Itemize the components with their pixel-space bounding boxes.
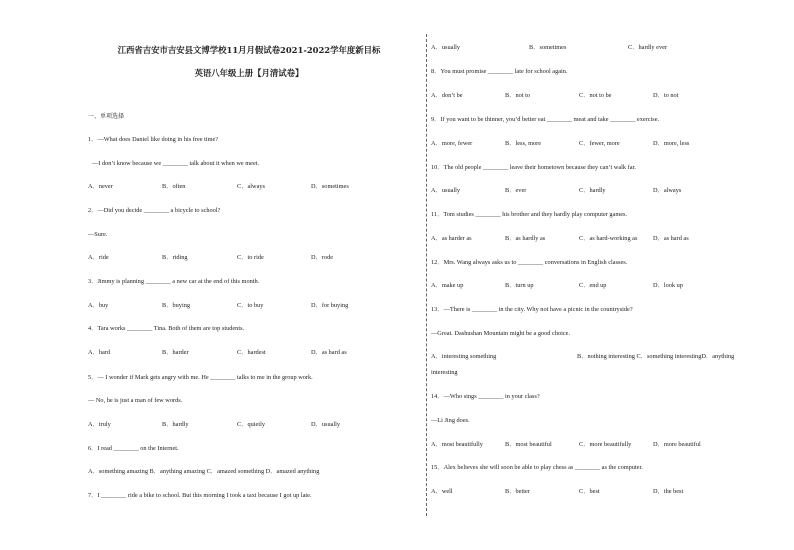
q15-stem: 15．Alex believes she will soon be able to play chess as ________ as the computer. xyxy=(431,464,643,471)
q2-option-a[interactable]: A．ride xyxy=(88,254,109,261)
q9-option-c[interactable]: C．fewer, more xyxy=(579,140,620,147)
q12-option-a[interactable]: A．make up xyxy=(431,282,464,289)
q5-option-c[interactable]: C．quietly xyxy=(237,421,265,428)
q3-option-c[interactable]: C．to buy xyxy=(237,302,264,309)
q12-stem: 12．Mrs. Wang always asks us to ________ conversations in English classes. xyxy=(431,259,628,266)
q11-option-c[interactable]: C．as hard-working as xyxy=(579,235,638,242)
q3-stem: 3．Jimmy is planning ________ a new car at the end of this month. xyxy=(88,278,260,285)
q14-dialog: —Li Jing does. xyxy=(431,417,470,424)
q10-option-a[interactable]: A．usually xyxy=(431,187,461,194)
q10-option-b[interactable]: B．ever xyxy=(505,187,527,194)
q8-option-b[interactable]: B．not to xyxy=(505,92,531,99)
q8-option-d[interactable]: D．to not xyxy=(653,92,679,99)
q9-option-d[interactable]: D．more, less xyxy=(653,140,690,147)
q14-option-c[interactable]: C．more beautifully xyxy=(579,441,632,448)
q10-stem: 10．The old people ________ leave their hometown because they can’t walk far. xyxy=(431,164,636,171)
q11-option-d[interactable]: D．as hard as xyxy=(653,235,689,242)
q11-option-b[interactable]: B．as hardly as xyxy=(505,235,546,242)
q5-stem: 5．— I wonder if Mark gets angry with me. He ________ talks to me in the group work. xyxy=(88,374,313,381)
exam-title-line1: 江西省吉安市吉安县文博学校11月月假试卷2021-2022学年度新目标 xyxy=(117,45,381,55)
q9-option-b[interactable]: B．less, more xyxy=(505,140,542,147)
q6-stem: 6．I read ________ on the Internet. xyxy=(88,445,179,452)
q3-option-d[interactable]: D．for buying xyxy=(311,302,349,309)
q1-option-d[interactable]: D．sometimes xyxy=(311,183,349,190)
q15-option-c[interactable]: C．best xyxy=(579,488,600,495)
q4-option-d[interactable]: D．as hard as xyxy=(311,349,347,356)
q11-stem: 11．Tom studies ________ his brother and they hardly play computer games. xyxy=(431,211,628,218)
q2-stem: 2．—Did you decide ________ a bicycle to school? xyxy=(88,207,221,214)
q7-option-a[interactable]: A．usually xyxy=(431,44,461,51)
q13-option-wrap: interesting xyxy=(431,369,458,376)
q7-option-c[interactable]: C．hardly ever xyxy=(628,44,667,51)
q14-option-a[interactable]: A．most beautifully xyxy=(431,441,483,448)
q3-option-a[interactable]: A．buy xyxy=(88,302,109,309)
q5-option-d[interactable]: D．usually xyxy=(311,421,341,428)
q2-dialog: —Sure. xyxy=(88,231,108,238)
q2-option-b[interactable]: B．riding xyxy=(162,254,188,261)
q13-option-a[interactable]: A．interesting something xyxy=(431,353,497,360)
q6-options[interactable]: A．something amazing B．anything amazing C．amazed something D．amazed anything xyxy=(88,468,320,475)
q2-option-d[interactable]: D．rode xyxy=(311,254,334,261)
q1-stem: 1．—What does Daniel like doing in his free time? xyxy=(88,136,219,143)
q12-option-b[interactable]: B．turn up xyxy=(505,282,534,289)
q13-stem: 13．—There is ________ in the city. Why not have a picnic in the countryside? xyxy=(431,306,633,313)
q8-option-c[interactable]: C．not to be xyxy=(579,92,612,99)
q5-option-b[interactable]: B．hardly xyxy=(162,421,189,428)
q14-stem: 14．—Who sings ________ in your class? xyxy=(431,393,540,400)
q10-option-c[interactable]: C．hardly xyxy=(579,187,606,194)
q14-option-d[interactable]: D．more beautiful xyxy=(653,441,701,448)
q1-option-b[interactable]: B．often xyxy=(162,183,186,190)
q4-option-b[interactable]: B．harder xyxy=(162,349,189,356)
q13-dialog: —Great. Dashushan Mountain might be a good choice. xyxy=(431,330,571,337)
q4-stem: 4．Tara works ________ Tina. Both of them are top students. xyxy=(88,325,245,332)
q12-option-d[interactable]: D．look up xyxy=(653,282,683,289)
q4-option-c[interactable]: C．hardest xyxy=(237,349,266,356)
q4-option-a[interactable]: A．hard xyxy=(88,349,111,356)
q12-option-c[interactable]: C．end up xyxy=(579,282,607,289)
q3-option-b[interactable]: B．buying xyxy=(162,302,190,309)
q15-option-a[interactable]: A．well xyxy=(431,488,453,495)
q9-option-a[interactable]: A．more, fewer xyxy=(431,140,473,147)
q11-option-a[interactable]: A．as harder as xyxy=(431,235,472,242)
q15-option-b[interactable]: B．better xyxy=(505,488,530,495)
q14-option-b[interactable]: B．most beautiful xyxy=(505,441,552,448)
q1-option-a[interactable]: A．never xyxy=(88,183,113,190)
q7-option-b[interactable]: B．sometimes xyxy=(529,44,567,51)
q13-options-bcd[interactable]: B．nothing interesting C．something interestingD．anything xyxy=(577,353,735,360)
q8-stem: 8．You must promise ________ late for school again. xyxy=(431,68,568,75)
q15-option-d[interactable]: D．the best xyxy=(653,488,684,495)
q8-option-a[interactable]: A．don’t be xyxy=(431,92,463,99)
q5-dialog: — No, he is just a man of few words. xyxy=(88,397,183,404)
q10-option-d[interactable]: D．always xyxy=(653,187,682,194)
q1-option-c[interactable]: C．always xyxy=(237,183,265,190)
q5-option-a[interactable]: A．truly xyxy=(88,421,111,428)
q1-dialog: —I don’t know because we ________ talk about it when we meet. xyxy=(92,160,260,167)
section-heading: 一、单项选择 xyxy=(88,113,125,120)
exam-title-line2: 英语八年级上册【月清试卷】 xyxy=(194,68,304,78)
q7-stem: 7．I ________ ride a bike to school. But this morning I took a taxi because I got up late. xyxy=(88,492,312,499)
column-divider xyxy=(426,34,427,516)
q2-option-c[interactable]: C．to ride xyxy=(237,254,264,261)
q9-stem: 9．If you want to be thinner, you’d better eat ________ meat and take ________ exercise. xyxy=(431,116,660,123)
